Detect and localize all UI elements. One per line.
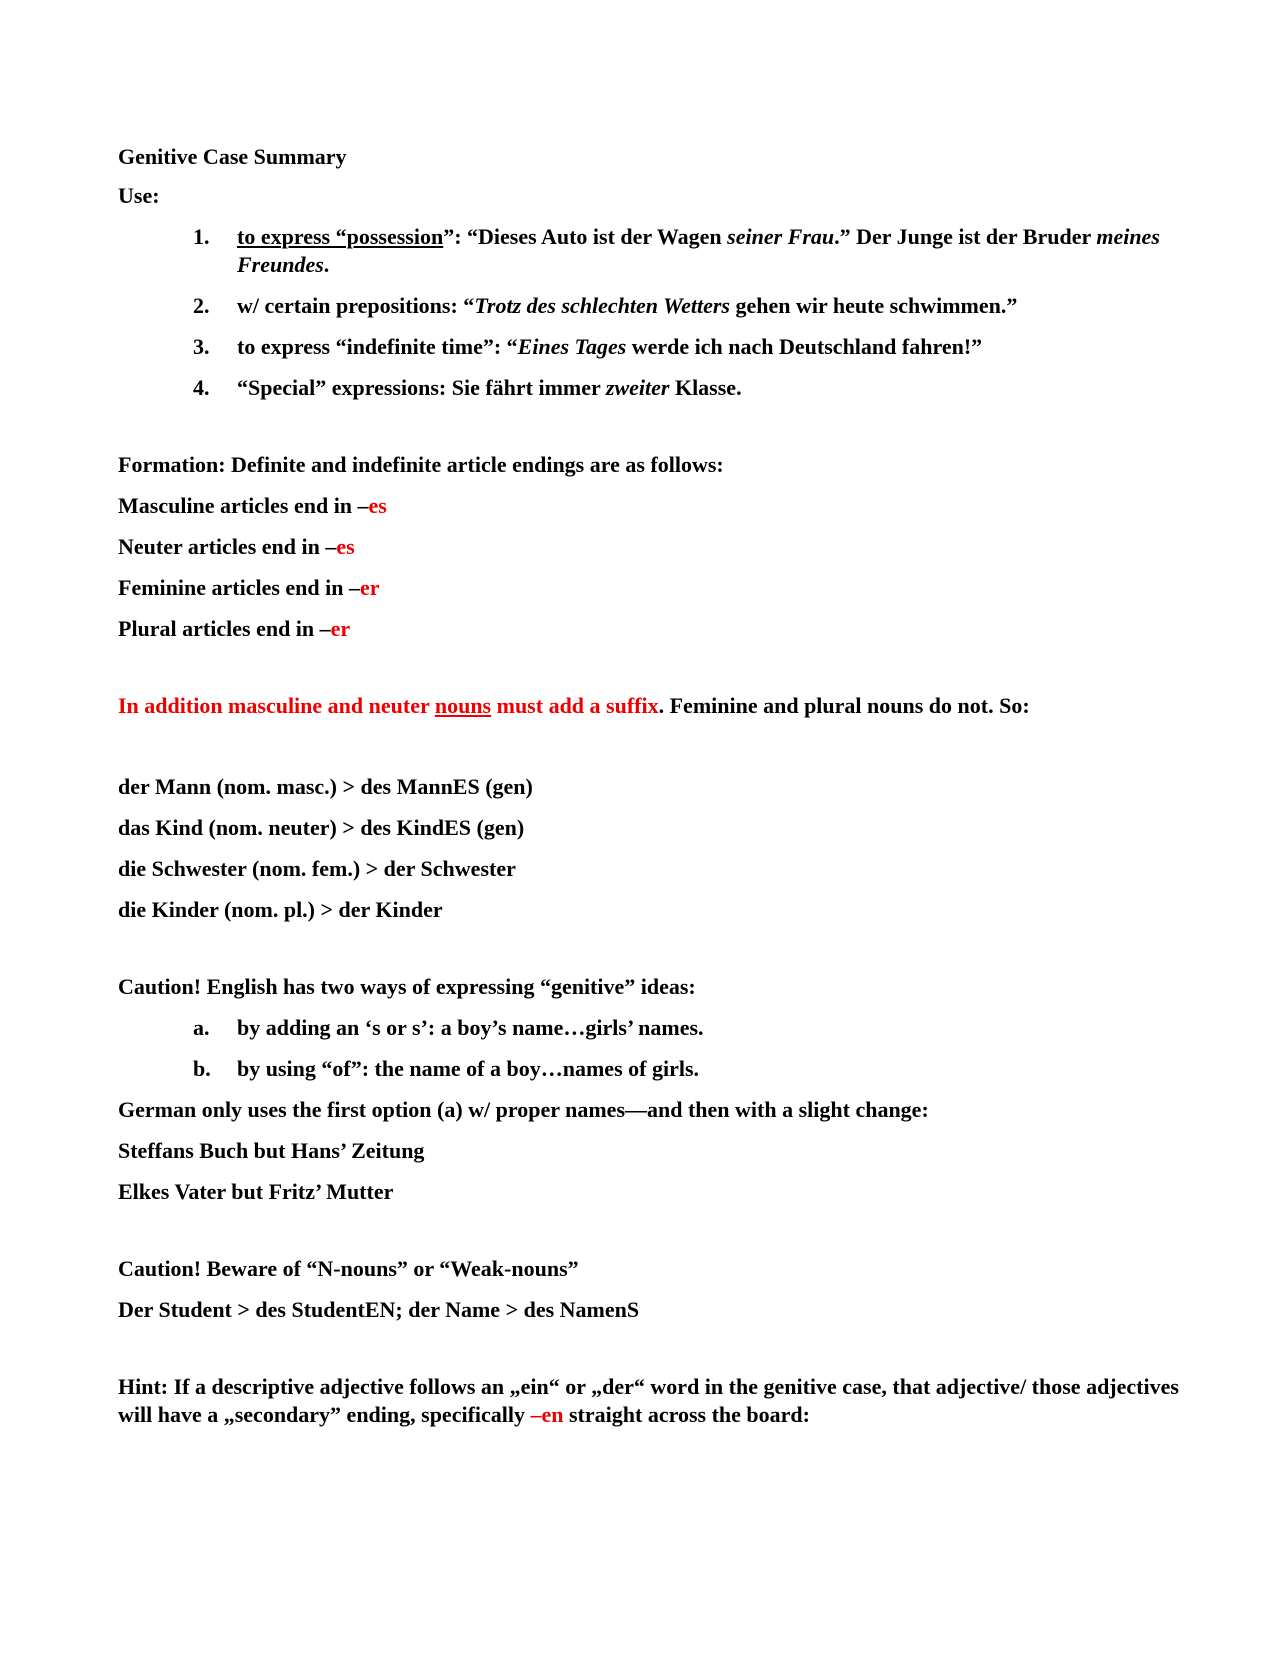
example-line: der Mann (nom. masc.) > des MannES (gen) — [118, 774, 533, 799]
ending-plural — [118, 615, 1200, 643]
list-item — [193, 292, 1200, 320]
ending-label: Masculine articles end in – — [118, 493, 369, 518]
ending-label: Neuter articles end in – — [118, 534, 337, 559]
list-item — [193, 223, 1200, 279]
list-marker: 4. — [193, 375, 210, 400]
ending-feminine — [118, 574, 1200, 602]
list-marker: 2. — [193, 293, 210, 318]
hint-paragraph — [118, 1373, 1200, 1429]
caution1-note: German only uses the first option (a) w/ proper names—and then with a slight change: — [118, 1097, 929, 1122]
use-heading: Use: — [118, 183, 160, 208]
list-marker: 3. — [193, 334, 210, 359]
caution1-list — [118, 1014, 1200, 1083]
use-text: ”: “Dieses Auto ist der Wagen — [443, 224, 728, 249]
spacer — [118, 1337, 1200, 1373]
list-item — [193, 333, 1200, 361]
spacer — [118, 733, 1200, 773]
use-italic: seiner Frau — [727, 224, 835, 249]
use-text: Klasse. — [669, 375, 742, 400]
addition-black: . Feminine and plural nouns do not. So: — [658, 693, 1030, 718]
formation-heading: Formation: Definite and indefinite article endings are as follows: — [118, 452, 724, 477]
addition-red: In addition masculine and neuter — [118, 693, 435, 718]
ending-neuter — [118, 533, 1200, 561]
ending-label: Plural articles end in – — [118, 616, 331, 641]
ending-label: Feminine articles end in – — [118, 575, 360, 600]
example-line: die Schwester (nom. fem.) > der Schwester — [118, 856, 516, 881]
spacer — [118, 415, 1200, 451]
caution2-example: Der Student > des StudentEN; der Name > des NamenS — [118, 1297, 640, 1322]
use-text: .” Der Junge ist der Bruder — [834, 224, 1097, 249]
list-marker: 1. — [193, 224, 210, 249]
example-line: die Kinder (nom. pl.) > der Kinder — [118, 897, 443, 922]
spacer — [118, 1219, 1200, 1255]
caution-item-text: by adding an ‘s or s’: a boy’s name…girls’ names. — [237, 1015, 704, 1040]
list-item — [193, 374, 1200, 402]
ending-suffix: er — [359, 575, 380, 600]
spacer — [118, 656, 1200, 692]
ending-suffix: es — [336, 534, 355, 559]
use-text: “Special” expressions: Sie fährt immer — [237, 375, 606, 400]
use-text: to express “indefinite time”: “ — [237, 334, 518, 359]
use-italic: Trotz des schlechten Wetters — [474, 293, 730, 318]
caution-item-text: by using “of”: the name of a boy…names of girls. — [237, 1056, 700, 1081]
use-text: gehen wir heute schwimmen.” — [729, 293, 1018, 318]
spacer — [118, 937, 1200, 973]
hint-red-ending: –en — [530, 1402, 564, 1427]
addition-note — [118, 692, 1200, 720]
addition-red-underlined: nouns — [434, 693, 492, 718]
caution2-heading: Caution! Beware of “N-nouns” or “Weak-nouns” — [118, 1256, 579, 1281]
list-item — [193, 1014, 1200, 1042]
example-line: das Kind (nom. neuter) > des KindES (gen) — [118, 815, 525, 840]
list-marker: b. — [193, 1056, 211, 1081]
use-text: w/ certain prepositions: “ — [237, 293, 475, 318]
uses-list — [118, 223, 1200, 402]
possession-underlined: to express “possession — [237, 224, 444, 249]
use-italic: Eines Tages — [517, 334, 627, 359]
list-marker: a. — [193, 1015, 210, 1040]
ending-masculine — [118, 492, 1200, 520]
page-title: Genitive Case Summary — [118, 144, 347, 169]
ending-suffix: er — [330, 616, 351, 641]
use-italic: zweiter — [605, 375, 670, 400]
caution1-example: Elkes Vater but Fritz’ Mutter — [118, 1179, 394, 1204]
addition-red: must add a suffix — [491, 693, 659, 718]
hint-text: Hint: If a descriptive adjective follows an „ein“ or „der“ word in the genitive case, that adjective/ those adjectives will have a „secondary” ending, specifically — [118, 1374, 1179, 1427]
use-text: werde ich nach Deutschland fahren!” — [626, 334, 983, 359]
use-italic: meines Freundes — [237, 224, 1160, 277]
hint-text: straight across the board: — [563, 1402, 810, 1427]
caution1-heading: Caution! English has two ways of expressing “genitive” ideas: — [118, 974, 696, 999]
use-text: . — [323, 252, 330, 277]
caution1-example: Steffans Buch but Hans’ Zeitung — [118, 1138, 425, 1163]
ending-suffix: es — [368, 493, 387, 518]
list-item — [193, 1055, 1200, 1083]
